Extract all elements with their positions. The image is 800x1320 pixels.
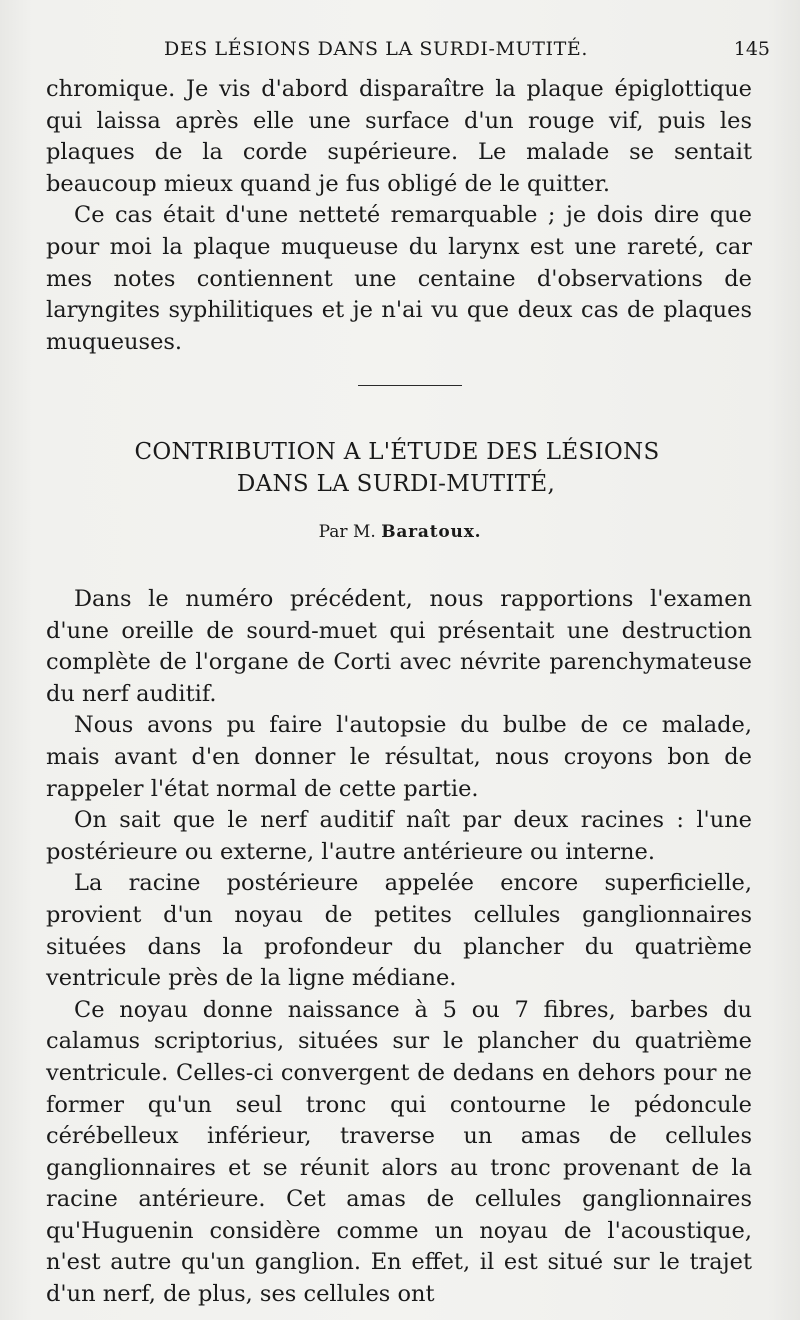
byline [0,522,800,542]
running-head [0,38,800,68]
paragraph: Nous avons pu faire l'autopsie du bulbe de ce malade, mais avant d'en donner le résultat, nous croyons bon de rappeler l'état normal de cette partie. [46,712,752,802]
previous-article-ending [46,74,752,358]
paragraph: Dans le numéro précédent, nous rapportions l'examen d'une oreille de sourd-muet qui présentait une destruction complète de l'organe de Corti avec névrite parenchymateuse du nerf auditif. [46,586,752,707]
article-body [46,584,752,1311]
article-title-line1: CONTRIBUTION A L'ÉTUDE DES LÉSIONS [134,439,660,465]
running-head-title: DES LÉSIONS DANS LA SURDI-MUTITÉ. [164,38,588,60]
section-divider [358,385,462,386]
byline-author: Baratoux. [381,522,482,542]
paragraph: On sait que le nerf auditif naît par deux racines : l'une postérieure ou externe, l'autre antérieure ou interne. [46,807,752,865]
paragraph: chromique. Je vis d'abord disparaître la plaque épiglottique qui laissa après elle une surface d'un rouge vif, puis les plaques de la corde supérieure. Le malade se sentait beaucoup mieux quand je fus obligé de le quitter. [46,76,752,197]
page-number: 145 [733,38,770,60]
article-title-line2: DANS LA SURDI-MUTITÉ, [236,471,556,497]
paragraph: Ce noyau donne naissance à 5 ou 7 fibres, barbes du calamus scriptorius, situées sur le plancher du quatrième ventricule. Celles-ci convergent de dedans en dehors pour ne former qu'un seul tronc qui contourne le pédoncule cérébelleux inférieur, traverse un amas de cellules ganglionnaires et se réunit alors au tronc provenant de la racine antérieure. Cet amas de cellules ganglionnaires qu'Huguenin considère comme un noyau de l'acoustique, n'est autre qu'un ganglion. En effet, il est situé sur le trajet d'un nerf, de plus, ses cellules ont [46,996,752,1308]
paragraph: La racine postérieure appelée encore superficielle, provient d'un noyau de petites cellules ganglionnaires situées dans la profondeur du plancher du quatrième ventricule près de la ligne médiane. [46,870,752,992]
paragraph: Ce cas était d'une netteté remarquable ; je dois dire que pour moi la plaque muqueuse du larynx est une rareté, car mes notes contiennent une centaine d'observations de laryngites syphilitiques et je n'ai vu que deux cas de plaques muqueuses. [46,202,752,355]
article-title [0,436,800,500]
byline-prefix: Par M. [318,522,382,542]
